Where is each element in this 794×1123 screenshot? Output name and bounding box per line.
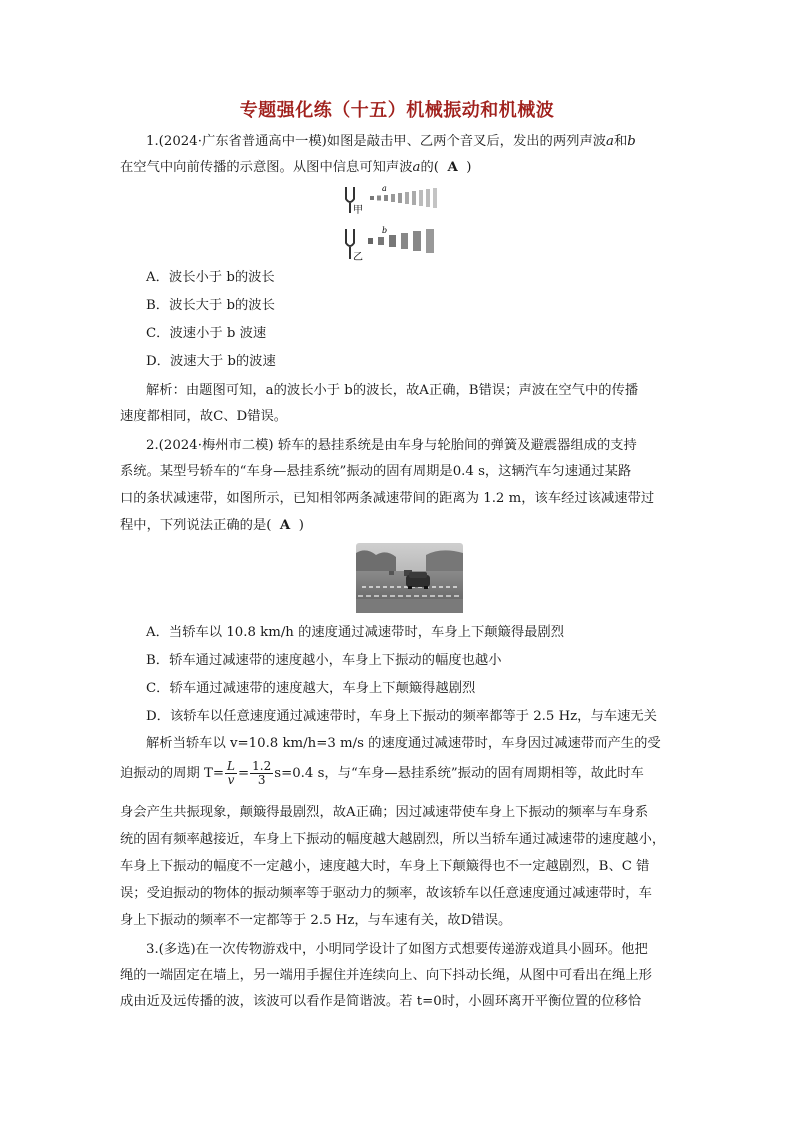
tuning-fork-wave-figure: [340, 183, 465, 265]
q2-analysis-line2: 迫振动的周期 T= $\frac{L}{v}$ = $\frac{1.2}{3}$ s=0.4 s，与“车身—悬挂系统”振动的固有周期相等，故此时车: [120, 759, 644, 787]
q1-option-c: C．波速小于 b 波速: [146, 326, 267, 341]
q3-line1: 3.(多选)在一次传物游戏中，小明同学设计了如图方式想要传递游戏道具小圆环。他把: [146, 942, 648, 957]
page-title: 专题强化练（十五）机械振动和机械波: [239, 100, 555, 121]
q1-stem-line1: 1.(2024·广东省普通高中一模)如图是敲击甲、乙两个音叉后，发出的两列声波a和b: [146, 134, 636, 149]
q2-line4: 程中，下列说法正确的是( A ): [120, 518, 304, 533]
q2-answer: A: [279, 518, 291, 533]
q1-option-d: D．波速大于 b的波速: [146, 354, 276, 369]
q1-answer: A: [447, 160, 458, 175]
q2-line1: 2.(2024·梅州市二模) 轿车的悬挂系统是由车身与轮胎间的弹簧及避震器组成的支持: [146, 438, 637, 453]
car-icon: [406, 572, 430, 589]
q2-analysis-line3: 身会产生共振现象，颠簸得最剧烈，故A正确；因过减速带使车身上下振动的频率与车身系: [120, 805, 649, 820]
fraction-l-over-v: $\frac{L}{v}$: [227, 759, 235, 787]
q2-analysis-line1: 解析当轿车以 v=10.8 km/h=3 m/s 的速度通过减速带时，车身因过减速带而产生的受: [146, 736, 661, 751]
q3-line3: 成由近及远传播的波，该波可以看作是简谐波。若 t=0时，小圆环离开平衡位置的位移恰: [120, 994, 642, 1009]
fork-label-yi: 乙: [353, 252, 363, 263]
fork-label-jia: 甲: [353, 205, 363, 216]
q1-analysis-line2: 速度都相同，故C、D错误。: [120, 409, 288, 424]
q1-stem-line2: 在空气中向前传播的示意图。从图中信息可知声波a的( A ): [120, 160, 472, 175]
q2-option-c: C．轿车通过减速带的速度越大，车身上下颠簸得越剧烈: [146, 681, 476, 696]
q1-option-a: A．波长小于 b的波长: [146, 270, 275, 285]
q2-line3: 口的条状减速带，如图所示，已知相邻两条减速带间的距离为 1.2 m，该车经过该减速带过: [120, 491, 655, 506]
q2-option-b: B．轿车通过减速带的速度越小，车身上下振动的幅度也越小: [146, 653, 502, 668]
q2-analysis-line6: 误；受迫振动的物体的振动频率等于驱动力的频率，故该轿车以任意速度通过减速带时，车: [120, 886, 652, 901]
wave-label-b: b: [382, 226, 388, 235]
q2-analysis-line7: 身上下振动的频率不一定都等于 2.5 Hz，与车速有关，故D错误。: [120, 913, 512, 928]
q2-analysis-line4: 统的固有频率越接近，车身上下振动的幅度越大越剧烈，所以当轿车通过减速带的速度越小，: [120, 832, 666, 847]
q1-analysis-line1: 解析：由题图可知，a的波长小于 b的波长，故A正确，B错误；声波在空气中的传播: [146, 383, 639, 398]
q2-option-a: A．当轿车以 10.8 km/h 的速度通过减速带时，车身上下颠簸得最剧烈: [146, 625, 565, 640]
fraction-1-2-over-3: $\frac{1.2}{3}$: [252, 759, 272, 787]
q1-option-b: B．波长大于 b的波长: [146, 298, 275, 313]
q3-line2: 绳的一端固定在墙上，另一端用手握住并连续向上、向下抖动长绳，从图中可看出在绳上形: [120, 968, 652, 983]
q2-option-d: D．该轿车以任意速度通过减速带时，车身上下振动的频率都等于 2.5 Hz，与车速无关: [146, 709, 657, 724]
wave-label-a: a: [382, 184, 387, 193]
wave-a: [370, 188, 437, 208]
wave-b: [368, 229, 434, 253]
speed-bump-photo: [356, 543, 463, 613]
q2-analysis-line5: 车身上下振动的幅度不一定越小，速度越大时，车身上下颠簸得也不一定越剧烈，B、C 错: [120, 859, 650, 874]
q2-line2: 系统。某型号轿车的“车身—悬挂系统”振动的固有周期是0.4 s，这辆汽车匀速通过某路: [120, 464, 632, 479]
